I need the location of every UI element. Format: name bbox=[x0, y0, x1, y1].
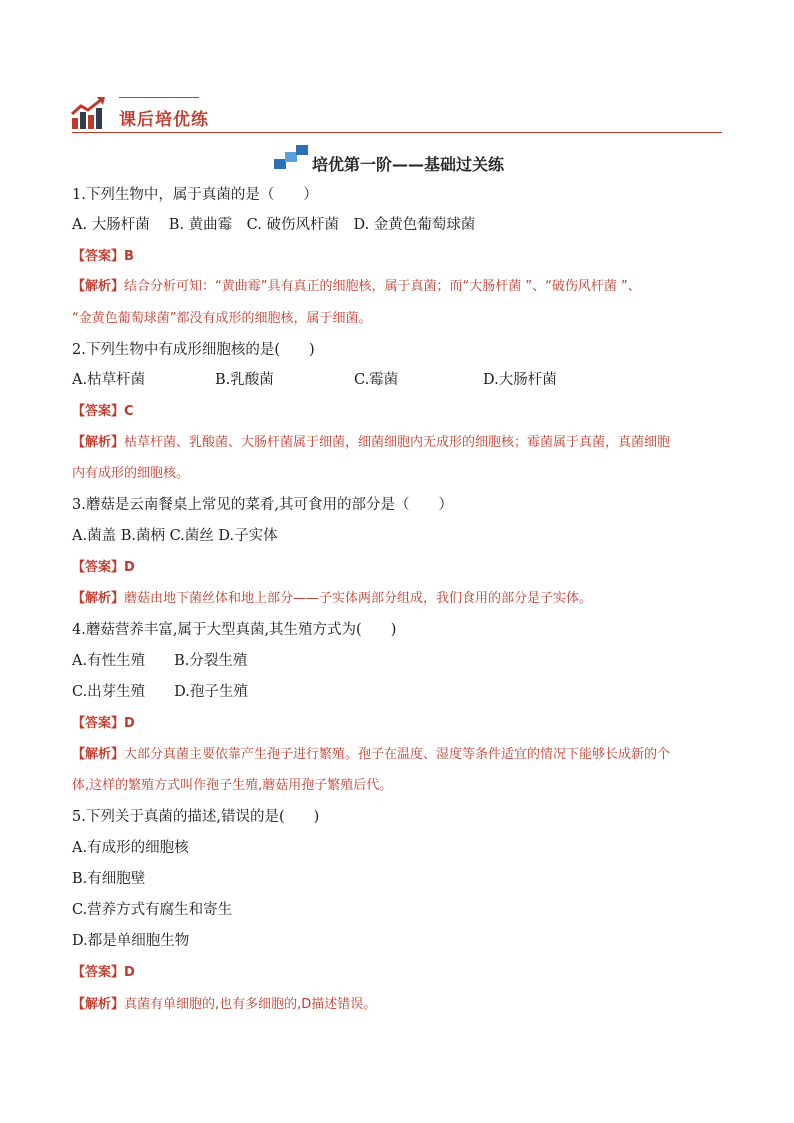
question-4-explanation-line-2: 体,这样的繁殖方式叫作孢子生殖,蘑菇用孢子繁殖后代。 bbox=[72, 778, 393, 793]
question-3-options: A.菌盖 B.菌柄 C.菌丝 D.子实体 bbox=[72, 528, 278, 544]
question-2-answer: 【答案】C bbox=[72, 404, 134, 419]
question-1-stem: 1.下列生物中，属于真菌的是（ ） bbox=[72, 187, 318, 203]
question-2-explanation-line-2: 内有成形的细胞核。 bbox=[72, 466, 190, 481]
option-b: B.乳酸菌 bbox=[215, 372, 274, 388]
question-1-options: A. 大肠杆菌 B. 黄曲霉 C. 破伤风杆菌 D. 金黄色葡萄球菌 bbox=[72, 217, 476, 233]
question-4-answer: 【答案】D bbox=[72, 716, 135, 731]
question-5-option-d: D.都是单细胞生物 bbox=[72, 933, 190, 949]
question-5-option-a: A.有成形的细胞核 bbox=[72, 840, 189, 856]
question-1-answer bbox=[72, 247, 134, 267]
option-c: C.霉菌 bbox=[354, 372, 399, 388]
question-1-explanation-line-1: 【解析】结合分析可知：“黄曲霉”具有真正的细胞核，属于真菌；而“大肠杆菌 ”、“破伤风杆菌 ”、 bbox=[72, 279, 641, 294]
question-4-options-row-2: C.出芽生殖 D.孢子生殖 bbox=[72, 684, 248, 700]
question-2-explanation-line-1: 【解析】枯草杆菌、乳酸菌、大肠杆菌属于细菌，细菌细胞内无成形的细胞核；霉菌属于真菌，真菌细胞 bbox=[72, 435, 671, 450]
question-4-explanation-line-1: 【解析】大部分真菌主要依靠产生孢子进行繁殖。孢子在温度、湿度等条件适宜的情况下能够长成新的个 bbox=[72, 747, 671, 762]
question-5-explanation-line-1: 【解析】真菌有单细胞的,也有多细胞的,D描述错误。 bbox=[72, 997, 377, 1012]
question-4-stem: 4.蘑菇营养丰富,属于大型真菌,其生殖方式为( ) bbox=[72, 622, 397, 638]
header-top-line bbox=[119, 97, 199, 98]
question-1-explanation-line-2: “金黄色葡萄球菌”都没有成形的细胞核，属于细菌。 bbox=[72, 311, 372, 326]
question-2-stem: 2.下列生物中有成形细胞核的是( ) bbox=[72, 342, 315, 358]
question-4-options-row-1: A.有性生殖 B.分裂生殖 bbox=[72, 653, 248, 669]
question-5-stem: 5.下列关于真菌的描述,错误的是( ) bbox=[72, 809, 320, 825]
option-d: D.大肠杆菌 bbox=[483, 372, 557, 388]
explanation-tag: 【解析】 bbox=[72, 279, 125, 294]
answer-value: B bbox=[124, 249, 134, 264]
question-5-option-b: B.有细胞壁 bbox=[72, 871, 146, 887]
header-divider bbox=[72, 132, 722, 133]
section-title: 培优第一阶——基础过关练 bbox=[312, 155, 505, 174]
header-title: 课后培优练 bbox=[119, 110, 209, 130]
answer-tag: 【答案】 bbox=[72, 249, 125, 264]
question-3-stem: 3.蘑菇是云南餐桌上常见的菜肴,其可食用的部分是（ ） bbox=[72, 497, 453, 513]
question-5-option-c: C.营养方式有腐生和寄生 bbox=[72, 902, 233, 918]
question-5-answer: 【答案】D bbox=[72, 965, 135, 980]
question-3-explanation-line-1: 【解析】蘑菇由地下菌丝体和地上部分——子实体两部分组成，我们食用的部分是子实体。 bbox=[72, 591, 593, 606]
stairs-icon bbox=[274, 145, 308, 169]
option-a: A.枯草杆菌 bbox=[72, 372, 146, 388]
bar-chart-arrow-icon bbox=[70, 96, 106, 130]
question-3-answer: 【答案】D bbox=[72, 560, 135, 575]
